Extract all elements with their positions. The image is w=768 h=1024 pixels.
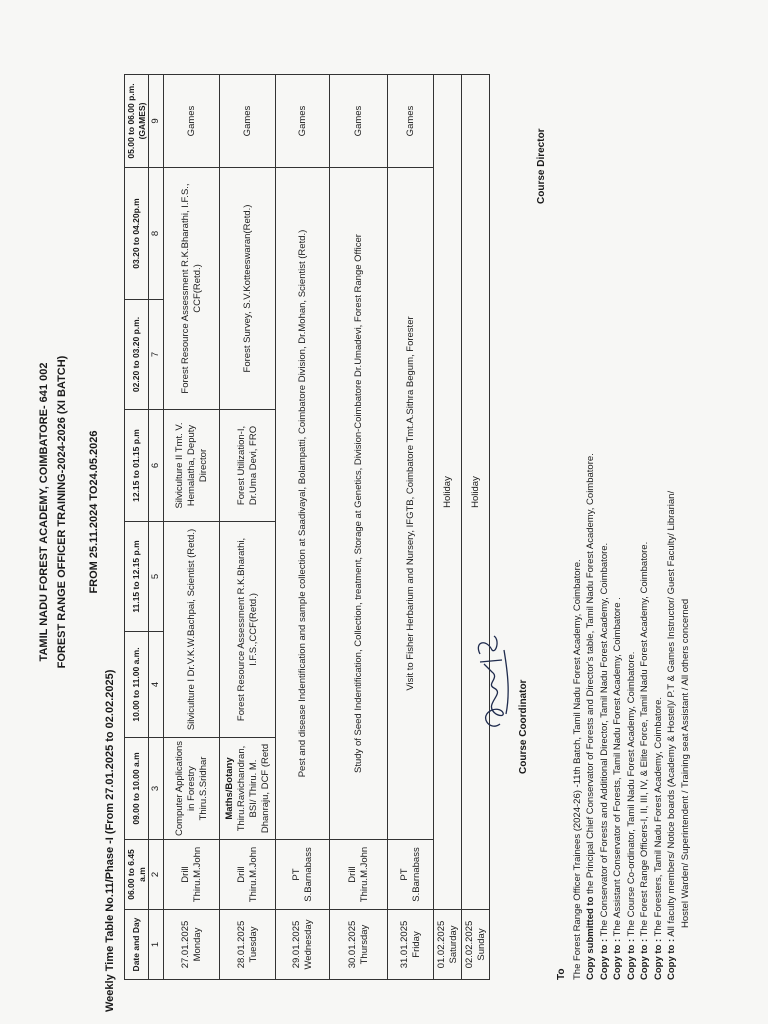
slot-cell: Forest Utilization-I, Dr.Uma Devi, FRO xyxy=(220,410,276,522)
copy-submitted-text: the Principal Chief Conservator of Forests and Director's table, Tamil Nadu Forest Academy, Coimbatore. xyxy=(585,453,597,894)
table-row xyxy=(220,75,276,980)
date: 28.01.2025 xyxy=(235,920,247,969)
faculty-names: Thiru.Ravichandran, BSI/ Thiru. M. Dhanraju, DCF (Retd xyxy=(235,743,271,834)
table-row xyxy=(462,75,490,980)
slot-cell: Forest Resource Assessment R.K.Bharathi, I.F.S.,CCF(Retd.) xyxy=(220,522,276,738)
table-row xyxy=(388,75,434,980)
col-header: 03.20 to 04.20p.m xyxy=(125,168,149,300)
date: 01.02.2025 xyxy=(435,920,447,969)
table-row xyxy=(434,75,462,980)
holiday-cell: Holiday xyxy=(462,75,490,910)
to-recipient: The Forest Range Officer Trainees (2024-26) -11th Batch, Tamil Nadu Forest Academy, Coimbatore. xyxy=(572,559,583,980)
copy-recipient: The Course Co-ordinator, Tamil Nadu Forest Academy, Coimbatore. xyxy=(625,651,637,937)
col-number: 9 xyxy=(149,75,164,168)
copy-to-label: Copy to : xyxy=(612,938,624,980)
distribution-list xyxy=(571,20,692,980)
copy-to-label: Copy to : xyxy=(639,938,651,980)
copy-recipient: The Forest Range Officers-I, II, III, IV, & Elite Force, Tamil Nadu Forest Academy, Coimbatore. xyxy=(639,541,651,937)
slot-cell: PT S.Barnabass xyxy=(276,840,330,910)
copy-submitted-label: Copy submitted to xyxy=(585,896,597,980)
col-header: 06.00 to 6.45 a.m xyxy=(125,840,149,910)
day: Wednesday xyxy=(302,919,314,970)
day: Thursday xyxy=(358,924,370,965)
column-number-row xyxy=(149,75,164,980)
slot-cell: Silviculture II Tmt. V. Hemalatha, Deputy Director xyxy=(164,410,220,522)
copy-recipient: The Conservator of Forests and Additional Director, Tamil Nadu Forest Academy, Coimbatore. xyxy=(598,542,610,937)
col-number: 7 xyxy=(149,300,164,410)
col-number: 6 xyxy=(149,410,164,522)
copy-line xyxy=(611,20,624,980)
field-visit-cell: Pest and disease Indentification and sample collection at Saadivayal, Bolampatti, Coimbatore Division, Dr.Mohan, Scientist (Retd.) xyxy=(276,168,330,840)
holiday-cell: Holiday xyxy=(434,75,462,910)
slot-cell xyxy=(220,738,276,840)
games-cell: Games xyxy=(164,75,220,168)
col-number: 8 xyxy=(149,168,164,300)
col-header: 02.20 to 03.20 p.m. xyxy=(125,300,149,410)
games-cell: Games xyxy=(276,75,330,168)
date-day-cell xyxy=(330,910,388,980)
date: 31.01.2025 xyxy=(398,920,410,969)
copy-line xyxy=(652,20,665,980)
copy-line xyxy=(625,20,638,980)
col-number: 3 xyxy=(149,738,164,840)
copy-recipient: The Foresters, Tamil Nadu Forest Academy, Coimbatore. xyxy=(652,697,664,937)
course-coordinator-label: Course Coordinator xyxy=(518,679,529,774)
date: 02.02.2025 xyxy=(463,920,475,969)
date-day-cell xyxy=(276,910,330,980)
slot-cell: Silviculture I Dr.V.K.W.Bachpai, Scientist (Retd.) xyxy=(164,522,220,738)
course-director-label: Course Director xyxy=(536,128,547,204)
column-header-row xyxy=(125,75,149,980)
copy-to-label: Copy to : xyxy=(625,938,637,980)
field-visit-cell: Visit to Fisher Herbarium and Nursery, IFGTB, Coimbatore Tmt.A.Sithra Begum, Forester xyxy=(388,168,434,840)
copy-line xyxy=(665,20,678,980)
training-title: FOREST RANGE OFFICER TRAINING-2024-2026 (XI BATCH) xyxy=(56,355,68,669)
col-header: 12.15 to 01.15 p.m xyxy=(125,410,149,522)
date-day-cell xyxy=(462,910,490,980)
day: Monday xyxy=(191,927,203,962)
slot-cell: PT S.Barnabass xyxy=(388,840,434,910)
copy-line xyxy=(598,20,611,980)
col-number: 4 xyxy=(149,632,164,738)
table-row xyxy=(330,75,388,980)
slot-cell: Forest Survey, S.V.Kotteeswaran(Retd.) xyxy=(220,168,276,410)
timetable xyxy=(124,74,490,980)
copy-to-label: Copy to : xyxy=(666,938,678,980)
games-cell: Games xyxy=(220,75,276,168)
slot-cell: Drill Thiru.M.John xyxy=(164,840,220,910)
day: Sunday xyxy=(475,928,487,961)
table-row xyxy=(164,75,220,980)
date-day-cell xyxy=(164,910,220,980)
copy-recipient: The Assistant Conservator of Forests, Tamil Nadu Forest Academy, Coimbatore . xyxy=(612,597,624,937)
date: 29.01.2025 xyxy=(290,920,302,969)
day: Tuesday xyxy=(247,926,259,963)
academy-title: TAMIL NADU FOREST ACADEMY, COIMBATORE- 641 002 xyxy=(38,362,50,662)
date-day-cell xyxy=(388,910,434,980)
date: 27.01.2025 xyxy=(179,920,191,969)
col-number: 5 xyxy=(149,522,164,632)
copy-to-label: Copy to : xyxy=(598,938,610,980)
subject-title: Maths/Botany xyxy=(223,757,235,820)
date: 30.01.2025 xyxy=(346,920,358,969)
handwritten-signature xyxy=(470,624,515,734)
copy-to-label: Copy to : xyxy=(652,938,664,980)
col-number: 2 xyxy=(149,840,164,910)
col-header: 10.00 to 11.00 a.m. xyxy=(125,632,149,738)
copy-submitted-line xyxy=(584,20,597,980)
slot-cell: Drill Thiru.M.John xyxy=(330,840,388,910)
col-header: Date and Day xyxy=(125,910,149,980)
training-period: FROM 25.11.2024 TO24.05.2026 xyxy=(88,430,100,594)
games-cell: Games xyxy=(388,75,434,168)
day: Friday xyxy=(410,931,422,958)
date-day-cell xyxy=(434,910,462,980)
copy-continuation: Hostel Warden/ Superintendent / Training seat Assistant / All others concerned xyxy=(679,598,691,928)
date-day-cell xyxy=(220,910,276,980)
games-cell: Games xyxy=(330,75,388,168)
copy-line xyxy=(638,20,651,980)
slot-cell: Computer Applications in Forestry Thiru.S.Sridhar xyxy=(164,738,220,840)
timetable-title: Weekly Time Table No.11/Phase -I (From 27.01.2025 to 02.02.2025) xyxy=(104,669,116,1012)
day: Saturday xyxy=(447,925,459,964)
table-row xyxy=(276,75,330,980)
field-visit-cell: Study of Seed Indentification, Collection, treatment, Storage at Genetics, Division-Coimbatore Dr.Umadevi, Forest Range Officer xyxy=(330,168,388,840)
col-header: 05.00 to 06.00 p.m. (GAMES) xyxy=(125,75,149,168)
slot-cell: Forest Resource Assessment R.K.Bharathi, I.F.S., CCF(Retd.) xyxy=(164,168,220,410)
col-header: 11.15 to 12.15 p.m xyxy=(125,522,149,632)
to-label: To xyxy=(556,968,567,980)
slot-cell: Drill Thiru.M.John xyxy=(220,840,276,910)
copy-recipient: All faculty members/ Notice boards (Academy & Hostel)/ P.T & Games Instructor/ Guest Faculty/ Librarian/ xyxy=(666,490,678,937)
col-header: 09.00 to 10.00 a.m xyxy=(125,738,149,840)
col-number: 1 xyxy=(149,910,164,980)
